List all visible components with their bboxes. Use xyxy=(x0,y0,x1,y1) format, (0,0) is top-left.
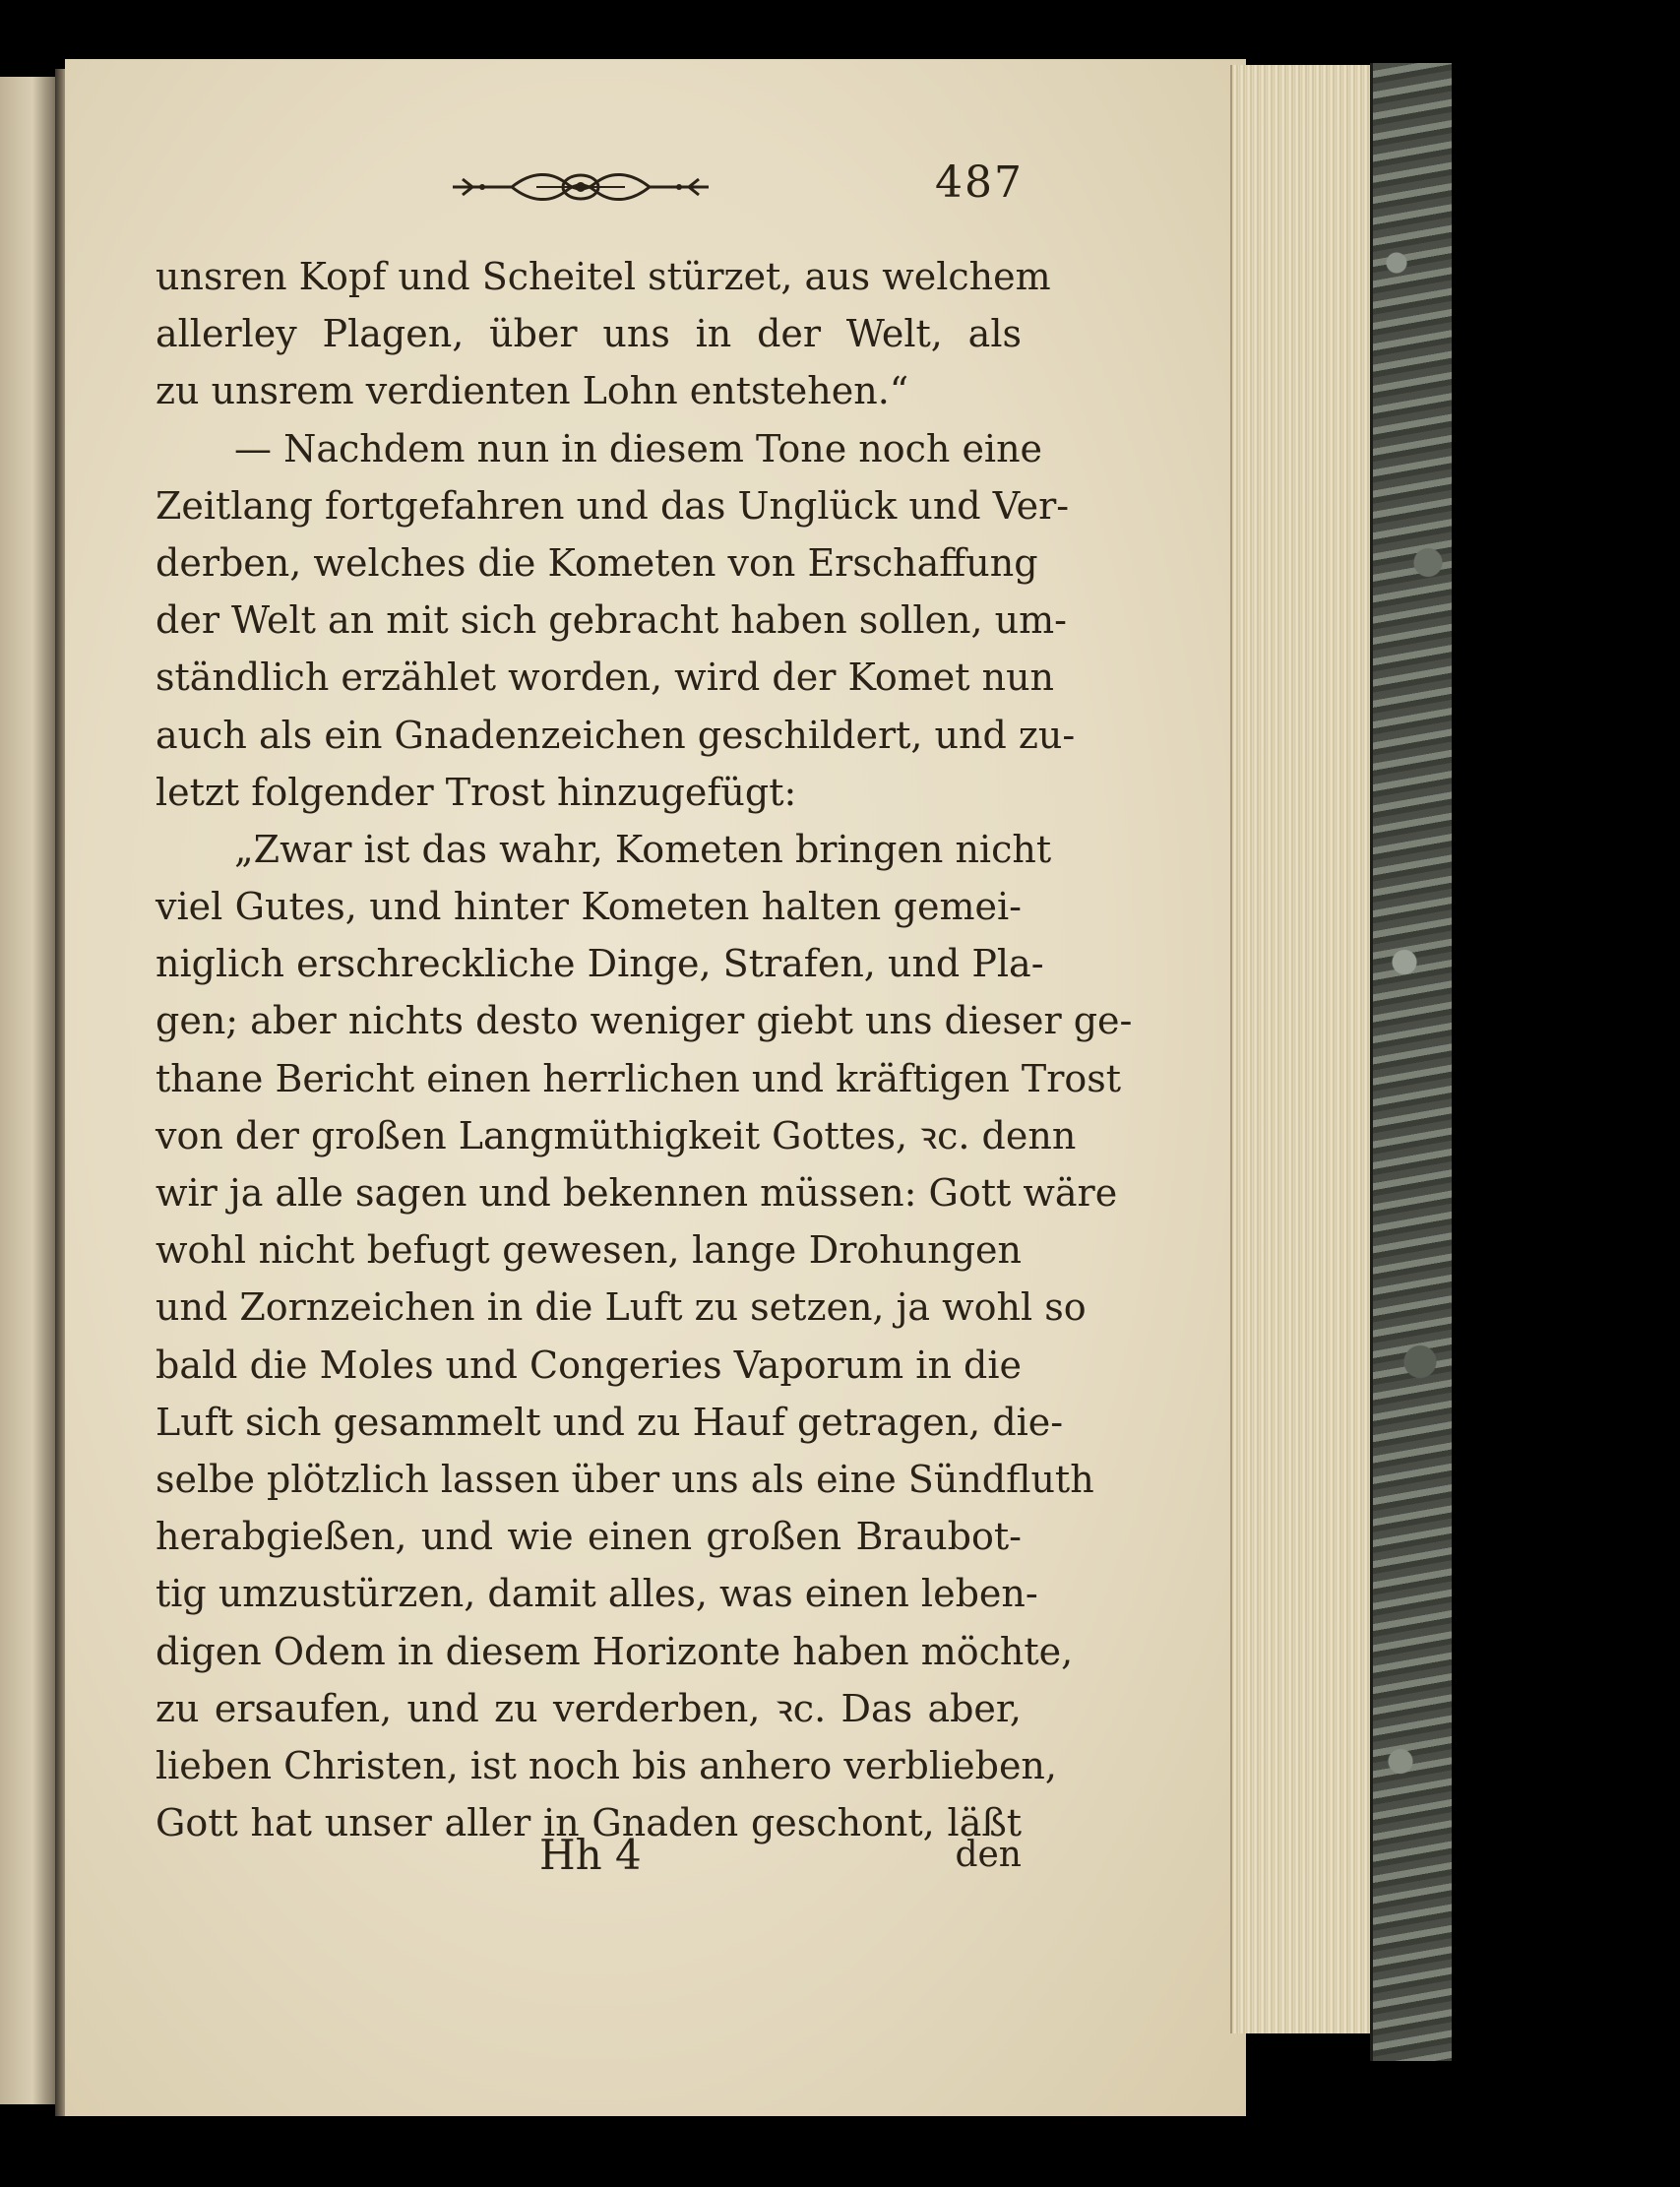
text-line: von der großen Langmüthigkeit Gottes, ꝛc. denn xyxy=(156,1113,1077,1157)
text-line: Zeitlang fortgefahren und das Unglück und Ver- xyxy=(156,483,1070,528)
page-block-edges xyxy=(1230,65,1380,2033)
text-line: niglich erschreckliche Dinge, Strafen, und Pla- xyxy=(156,942,1044,986)
marbled-cover xyxy=(1370,63,1452,2061)
text-line: derben, welches die Kometen von Erschaffung xyxy=(156,540,1038,585)
text-line: Luft sich gesammelt und zu Hauf getragen, die- xyxy=(156,1400,1064,1444)
text-line: — Nachdem nun in diesem Tone noch eine xyxy=(234,426,1043,470)
page-number: 487 xyxy=(935,157,1024,208)
text-line: herabgießen, und wie einen großen Braubot- xyxy=(156,1515,1022,1559)
text-line: und Zornzeichen in die Luft zu setzen, ja wohl so xyxy=(156,1285,1087,1330)
text-line: bald die Moles und Congeries Vaporum in die xyxy=(156,1343,1022,1387)
body-text xyxy=(156,248,1133,1851)
text-line: viel Gutes, und hinter Kometen halten gemei- xyxy=(156,885,1022,929)
text-line: thane Bericht einen herrlichen und kräftigen Trost xyxy=(156,1056,1122,1100)
signature-mark: Hh 4 xyxy=(539,1831,642,1879)
text-line: allerley Plagen, über uns in der Welt, als xyxy=(156,312,1022,356)
text-line: selbe plötzlich lassen über uns als eine Sündfluth xyxy=(156,1457,1094,1501)
text-line: digen Odem in diesem Horizonte haben möchte, xyxy=(156,1629,1074,1673)
ornamental-rule-icon xyxy=(443,165,718,209)
text-line: letzt folgender Trost hinzugefügt: xyxy=(156,770,797,814)
text-line: zu ersaufen, und zu verderben, ꝛc. Das aber, xyxy=(156,1686,1022,1730)
text-line: Gott hat unser aller in Gnaden geschont, läßt xyxy=(156,1801,1022,1845)
text-line: ständlich erzählet worden, wird der Komet nun xyxy=(156,656,1055,700)
text-line: gen; aber nichts desto weniger giebt uns dieser ge- xyxy=(156,999,1133,1043)
page-footer xyxy=(156,1831,1022,1890)
text-line: wohl nicht befugt gewesen, lange Drohungen xyxy=(156,1228,1022,1273)
text-line: lieben Christen, ist noch bis anhero verblieben, xyxy=(156,1743,1057,1787)
text-line: unsren Kopf und Scheitel stürzet, aus welchem xyxy=(156,255,1051,298)
text-line: zu unsrem verdienten Lohn entstehen.“ xyxy=(156,369,909,413)
page-header xyxy=(148,157,1024,217)
text-line: tig umzustürzen, damit alles, was einen leben- xyxy=(156,1572,1038,1616)
text-line: wir ja alle sagen und bekennen müssen: Gott wäre xyxy=(156,1171,1118,1215)
text-line: „Zwar ist das wahr, Kometen bringen nicht xyxy=(234,827,1052,871)
text-line: auch als ein Gnadenzeichen geschildert, und zu- xyxy=(156,713,1076,757)
previous-page-edge xyxy=(0,77,59,2104)
catchword: den xyxy=(955,1835,1022,1875)
text-line: der Welt an mit sich gebracht haben sollen, um- xyxy=(156,598,1067,643)
